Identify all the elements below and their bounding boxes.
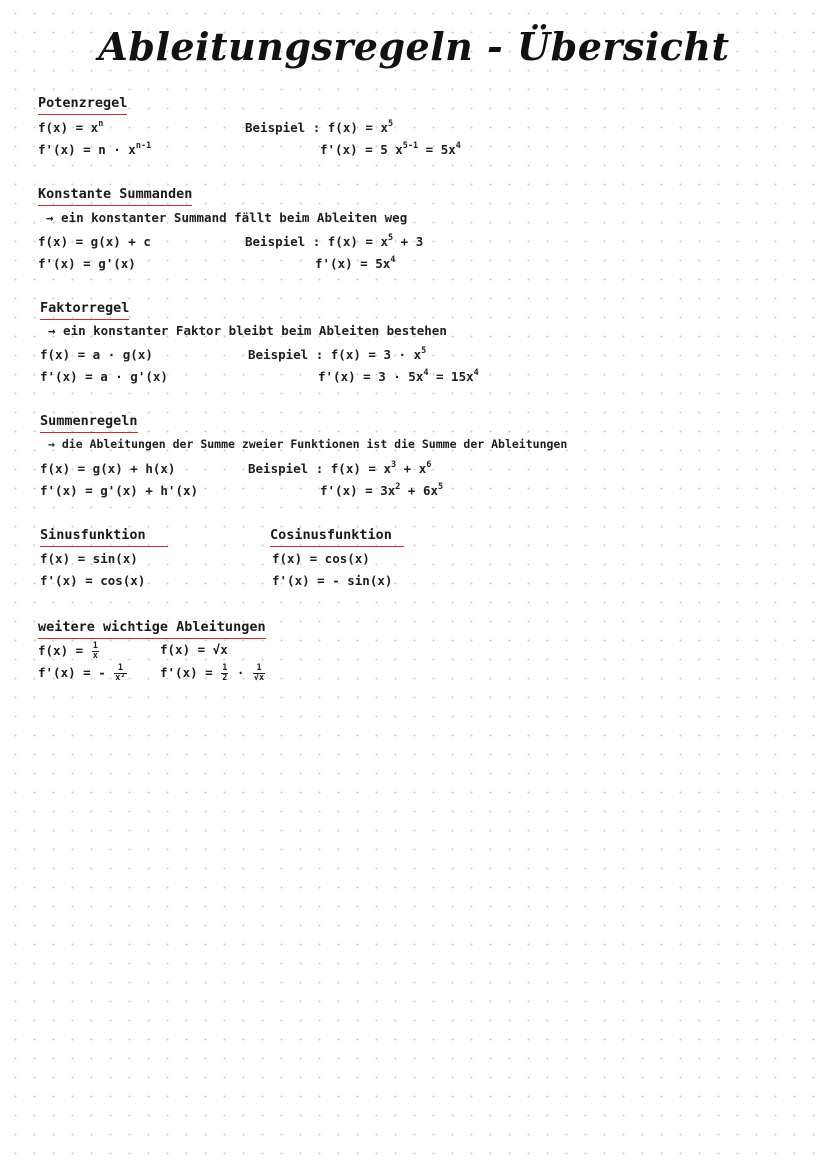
cosinus-rule-fprime: f'(x) = - sin(x) — [272, 573, 393, 588]
faktor-rule-fprime: f'(x) = a · g'(x) — [40, 369, 168, 384]
weitere-reciprocal-fprime: f'(x) = - $\frac{1}{\text{x²}}$ — [38, 663, 126, 683]
section-heading-sinusfunktion: Sinusfunktion — [40, 527, 168, 547]
weitere-sqrt-f: f(x) = √x — [160, 642, 228, 657]
faktor-rule-f: f(x) = a · g(x) — [40, 347, 153, 362]
section-heading-faktorregel: Faktorregel — [40, 300, 129, 320]
konst-example-f: Beispiel : $f(x) = x^5 + 3$ — [245, 233, 424, 249]
summe-example-fprime: $f'(x) = 3x^2 + 6x^5$ — [320, 482, 444, 498]
section-heading-cosinusfunktion: Cosinusfunktion — [270, 527, 404, 547]
summe-rule-f: f(x) = g(x) + h(x) — [40, 461, 176, 476]
page-title: Ableitungsregeln - Übersicht — [98, 24, 730, 69]
section-heading-summenregeln: Summenregeln — [40, 413, 138, 433]
weitere-reciprocal-f: f(x) = $\frac{1}{x}$ — [38, 641, 98, 661]
faktor-example-f: Beispiel : $f(x) = 3 \cdot x^5$ — [248, 346, 427, 362]
sinus-rule-f: f(x) = sin(x) — [40, 551, 138, 566]
weitere-sqrt-fprime: f'(x) = $\frac{1}{2}$ · $\frac{1}{√x}$ — [160, 663, 265, 683]
sinus-rule-fprime: f'(x) = cos(x) — [40, 573, 146, 588]
faktor-example-fprime: $f'(x) = 3 \cdot 5x^4 = 15x^4$ — [318, 368, 479, 384]
section-heading-potenzregel: Potenzregel — [38, 95, 127, 115]
konst-rule-fprime: f'(x) = g'(x) — [38, 256, 136, 271]
section-heading-konstante-summanden: Konstante Summanden — [38, 186, 192, 206]
konst-rule-f: f(x) = g(x) + c — [38, 234, 151, 249]
section-heading-weitere-ableitungen: weitere wichtige Ableitungen — [38, 619, 266, 639]
potenz-rule-fprime: $f'(x) = n \cdot x^{n-1}$ — [38, 141, 152, 157]
summe-example-f: Beispiel : $f(x) = x^3 + x^6$ — [248, 460, 432, 476]
potenz-example-f: Beispiel : $f(x) = x^5$ — [245, 119, 394, 135]
konst-example-fprime: $f'(x) = 5x^4$ — [315, 255, 396, 271]
potenz-example-fprime: f'(x) = 5 $x^{5-1} = 5x^4$ — [320, 141, 461, 157]
cosinus-rule-f: f(x) = cos(x) — [272, 551, 370, 566]
potenz-rule-f: $f(x) = x^n$ — [38, 119, 104, 135]
summe-note: → die Ableitungen der Summe zweier Funktionen ist die Summe der Ableitungen — [48, 437, 568, 451]
konst-note: → ein konstanter Summand fällt beim Ableiten weg — [46, 210, 408, 225]
summe-rule-fprime: f'(x) = g'(x) + h'(x) — [40, 483, 199, 498]
faktor-note: → ein konstanter Faktor bleibt beim Ableiten bestehen — [48, 323, 447, 338]
